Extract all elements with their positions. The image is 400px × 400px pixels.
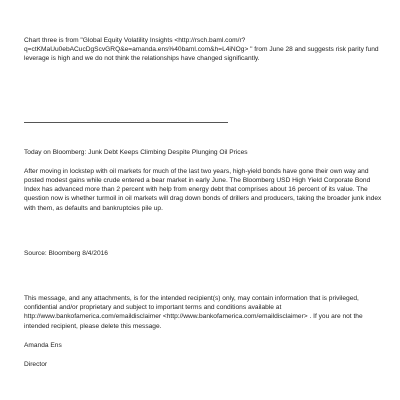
today-heading: Today on Bloomberg: Junk Debt Keeps Climbing Despite Plunging Oil Prices: [24, 148, 248, 156]
document-page: [24, 36, 386, 369]
section-divider: [24, 122, 228, 123]
article-body-paragraph: After moving in lockstep with oil markets for much of the last two years, high-yield bonds have gone their own way and posted modest gains while crude entered a bear market in early June. The Bloomberg USD High Yield Corporate Bond Index has advanced more than 2 percent with help from energy debt that comprises about 16 percent of its value. The question now is whether turmoil in oil markets will drag down bonds of drillers and producers, taking the broader junk index with them, as defaults and bankruptcies pile up.: [24, 167, 382, 212]
signature-name: Amanda Ens: [24, 341, 62, 349]
chart-note-paragraph: Chart three is from "Global Equity Volatility Insights <http://rsch.baml.com/r?q=ctKMaUu0ebACucDgScvGRQ&e=amanda.ens%40baml.com&h=L4iNOg> " from June 28 and suggests risk parity fund leverage is high and we do not think the relationships have changed significantly.: [24, 37, 379, 63]
source-line: Source: Bloomberg 8/4/2016: [24, 249, 108, 257]
signature-title: Director: [24, 361, 48, 369]
disclaimer-paragraph: This message, and any attachments, is for the intended recipient(s) only, may contain information that is privileged, confidential and/or proprietary and subject to important terms and conditions available at http://www.bankofamerica.com/emaildisclaimer <http://www.bankofamerica.com/emaildisclaimer> . If you are not the intended recipient, please delete this message.: [24, 295, 363, 330]
